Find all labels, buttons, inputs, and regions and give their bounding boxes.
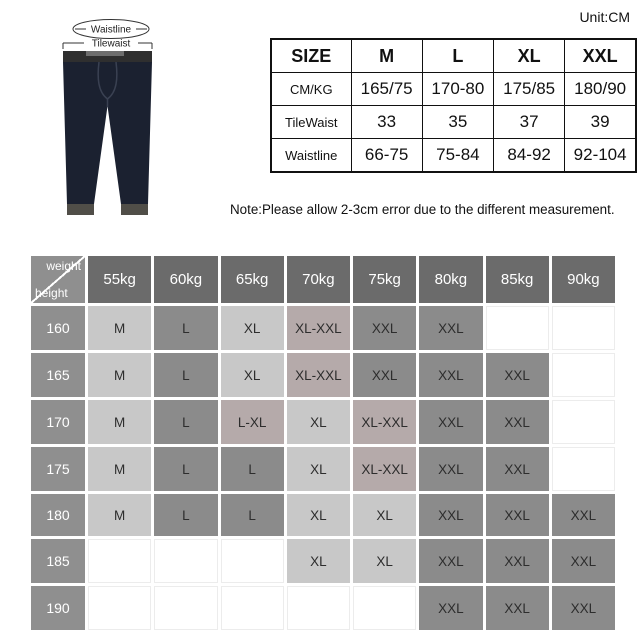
matrix-size-cell [552, 447, 615, 491]
note-text: Note:Please allow 2-3cm error due to the different measurement. [230, 202, 615, 217]
unit-label: Unit:CM [579, 9, 630, 25]
height-header-cell: 160 [31, 306, 85, 350]
size-value-cell: 66-75 [351, 139, 422, 173]
matrix-size-cell [154, 586, 217, 630]
matrix-size-cell: XXL [486, 494, 549, 536]
matrix-row [31, 400, 615, 444]
size-value-cell: 84-92 [494, 139, 565, 173]
matrix-size-cell: XXL [419, 539, 482, 583]
size-value-cell: 35 [422, 106, 493, 139]
matrix-size-cell: XXL [486, 447, 549, 491]
weight-header-cell: 75kg [353, 256, 416, 303]
matrix-size-cell: M [88, 447, 151, 491]
matrix-size-cell [552, 306, 615, 350]
matrix-size-cell: XL-XXL [353, 447, 416, 491]
matrix-size-cell [287, 586, 350, 630]
size-value-cell: 37 [494, 106, 565, 139]
matrix-row [31, 494, 615, 536]
matrix-size-cell: XXL [419, 400, 482, 444]
matrix-size-cell: XXL [419, 494, 482, 536]
matrix-size-cell: L-XL [221, 400, 284, 444]
size-spec-header [271, 39, 636, 73]
size-spec-body [271, 73, 636, 173]
matrix-size-cell: L [154, 353, 217, 397]
matrix-size-cell [221, 586, 284, 630]
weight-header-cell: 60kg [154, 256, 217, 303]
matrix-size-cell: XXL [419, 447, 482, 491]
matrix-size-cell: XXL [486, 353, 549, 397]
size-row-label: TileWaist [271, 106, 351, 139]
matrix-size-cell: XXL [552, 494, 615, 536]
matrix-row [31, 306, 615, 350]
matrix-size-cell: XXL [419, 353, 482, 397]
height-header-cell: 175 [31, 447, 85, 491]
matrix-size-cell [552, 400, 615, 444]
weight-header-cell: 80kg [419, 256, 482, 303]
size-value-cell: 170-80 [422, 73, 493, 106]
height-header-cell: 185 [31, 539, 85, 583]
matrix-size-cell: L [154, 494, 217, 536]
pants-cuff-right [121, 204, 148, 215]
height-weight-matrix [28, 253, 618, 633]
matrix-size-cell: L [221, 447, 284, 491]
matrix-size-cell: XL-XXL [287, 306, 350, 350]
weight-header-cell: 70kg [287, 256, 350, 303]
matrix-size-cell: L [221, 494, 284, 536]
matrix-size-cell: XL [287, 539, 350, 583]
matrix-row [31, 447, 615, 491]
size-spec-table [270, 38, 637, 173]
matrix-row [31, 586, 615, 630]
matrix-size-cell: XL [287, 400, 350, 444]
weight-header-cell: 85kg [486, 256, 549, 303]
matrix-size-cell: XL [287, 447, 350, 491]
matrix-size-cell: XL [353, 494, 416, 536]
matrix-size-cell [221, 539, 284, 583]
matrix-size-cell: XXL [486, 539, 549, 583]
pants-figure [48, 6, 173, 224]
matrix-size-cell: XXL [419, 306, 482, 350]
matrix-size-cell [88, 539, 151, 583]
matrix-size-cell: XXL [419, 586, 482, 630]
matrix-row [31, 539, 615, 583]
corner-weight-label: weight [46, 259, 81, 273]
size-value-cell: 75-84 [422, 139, 493, 173]
size-value-cell: 180/90 [565, 73, 636, 106]
size-row-label: CM/KG [271, 73, 351, 106]
matrix-size-cell: L [154, 306, 217, 350]
matrix-size-cell: L [154, 447, 217, 491]
size-spec-row [271, 106, 636, 139]
corner-height-label: height [35, 286, 68, 300]
matrix-header [31, 256, 615, 303]
weight-header-cell: 55kg [88, 256, 151, 303]
matrix-body [31, 306, 615, 630]
height-header-cell: 180 [31, 494, 85, 536]
matrix-size-cell: M [88, 306, 151, 350]
matrix-size-cell: XXL [353, 306, 416, 350]
size-header-l: L [422, 39, 493, 73]
size-header-xl: XL [494, 39, 565, 73]
matrix-size-cell: XL [221, 353, 284, 397]
size-value-cell: 92-104 [565, 139, 636, 173]
waistline-label: Waistline [90, 24, 132, 36]
matrix-size-cell: M [88, 494, 151, 536]
size-value-cell: 33 [351, 106, 422, 139]
matrix-size-cell: L [154, 400, 217, 444]
size-header-label: SIZE [271, 39, 351, 73]
matrix-size-cell [353, 586, 416, 630]
matrix-size-cell: XXL [552, 539, 615, 583]
matrix-row [31, 353, 615, 397]
size-value-cell: 39 [565, 106, 636, 139]
matrix-size-cell: XL-XXL [287, 353, 350, 397]
matrix-size-cell: XXL [486, 586, 549, 630]
matrix-size-cell [154, 539, 217, 583]
tilewaist-label: Tilewaist [91, 38, 131, 50]
matrix-size-cell: XXL [353, 353, 416, 397]
height-header-cell: 190 [31, 586, 85, 630]
size-header-m: M [351, 39, 422, 73]
matrix-size-cell: XL [353, 539, 416, 583]
matrix-size-cell [486, 306, 549, 350]
matrix-size-cell: M [88, 353, 151, 397]
height-header-cell: 170 [31, 400, 85, 444]
size-header-xxl: XXL [565, 39, 636, 73]
matrix-size-cell: M [88, 400, 151, 444]
size-value-cell: 175/85 [494, 73, 565, 106]
matrix-size-cell [88, 586, 151, 630]
pants-body [63, 62, 152, 204]
matrix-size-cell [552, 353, 615, 397]
matrix-size-cell: XXL [486, 400, 549, 444]
matrix-size-cell: XL [287, 494, 350, 536]
matrix-size-cell: XL [221, 306, 284, 350]
size-value-cell: 165/75 [351, 73, 422, 106]
height-header-cell: 165 [31, 353, 85, 397]
matrix-size-cell: XXL [552, 586, 615, 630]
size-spec-row [271, 139, 636, 173]
matrix-size-cell: XL-XXL [353, 400, 416, 444]
pants-cuff-left [67, 204, 94, 215]
size-row-label: Waistline [271, 139, 351, 173]
weight-header-cell: 90kg [552, 256, 615, 303]
size-spec-row [271, 73, 636, 106]
weight-header-cell: 65kg [221, 256, 284, 303]
pants-illustration [48, 6, 173, 224]
matrix-corner-cell [31, 256, 85, 303]
